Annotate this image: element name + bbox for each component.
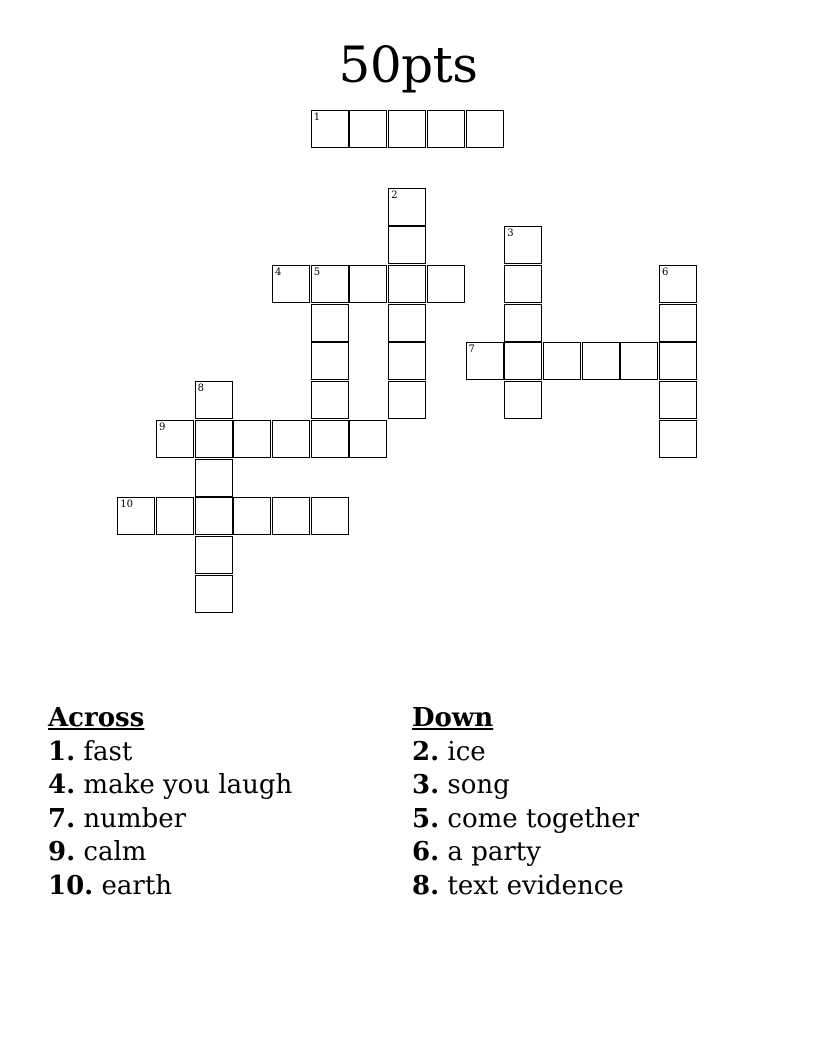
grid-cell[interactable] — [504, 304, 542, 342]
cell-number: 3 — [507, 228, 514, 240]
grid-cell[interactable] — [582, 342, 620, 380]
down-clue-3 — [412, 769, 639, 803]
grid-cell[interactable] — [504, 342, 542, 380]
clue-text: earth — [101, 870, 173, 901]
down-clue-6 — [412, 836, 639, 870]
grid-cell[interactable] — [427, 265, 465, 303]
grid-cell[interactable] — [311, 342, 349, 380]
grid-cell[interactable] — [659, 265, 697, 303]
clue-number: 9. — [48, 837, 76, 867]
clue-number: 7. — [48, 803, 76, 834]
grid-cell[interactable] — [659, 381, 697, 419]
grid-cell[interactable] — [117, 497, 155, 535]
cell-number: 4 — [275, 267, 282, 279]
clue-text: ice — [447, 736, 486, 767]
across-heading: Across — [48, 703, 145, 733]
grid-cell[interactable] — [311, 497, 349, 535]
grid-cell[interactable] — [388, 342, 426, 380]
grid-cell[interactable] — [195, 497, 233, 535]
grid-cell[interactable] — [195, 381, 233, 419]
clue-text: text evidence — [447, 870, 624, 901]
grid-cell[interactable] — [156, 420, 194, 458]
grid-cell[interactable] — [466, 342, 504, 380]
clue-number: 3. — [412, 770, 440, 800]
clue-text: make you laugh — [83, 770, 293, 800]
grid-cell[interactable] — [659, 420, 697, 458]
grid-cell[interactable] — [659, 342, 697, 380]
grid-cell[interactable] — [388, 381, 426, 419]
grid-cell[interactable] — [195, 575, 233, 613]
cell-number: 2 — [391, 189, 398, 201]
down-heading: Down — [412, 703, 494, 733]
down-clue-5 — [412, 803, 639, 837]
across-clue-9 — [48, 836, 292, 870]
grid-cell[interactable] — [388, 110, 426, 148]
across-clues — [48, 702, 292, 903]
clue-text: song — [447, 770, 510, 800]
clue-number: 10. — [48, 870, 94, 901]
grid-cell[interactable] — [195, 536, 233, 574]
across-clue-10 — [48, 870, 292, 904]
grid-cell[interactable] — [195, 459, 233, 497]
grid-cell[interactable] — [388, 188, 426, 226]
grid-cell[interactable] — [311, 110, 349, 148]
grid-cell[interactable] — [311, 381, 349, 419]
clue-number: 6. — [412, 837, 440, 867]
cell-number: 8 — [197, 383, 205, 395]
grid-cell[interactable] — [311, 304, 349, 342]
grid-cell[interactable] — [388, 265, 426, 303]
cell-number: 7 — [468, 344, 475, 356]
down-clues — [412, 702, 639, 903]
cell-number: 10 — [120, 499, 133, 511]
cell-number: 5 — [313, 267, 321, 279]
clue-text: fast — [83, 736, 133, 767]
grid-cell[interactable] — [388, 304, 426, 342]
cell-number: 9 — [158, 421, 166, 433]
grid-cell[interactable] — [195, 420, 233, 458]
grid-cell[interactable] — [349, 265, 387, 303]
grid-cell[interactable] — [620, 342, 658, 380]
grid-cell[interactable] — [272, 420, 310, 458]
grid-cell[interactable] — [233, 420, 271, 458]
grid-cell[interactable] — [233, 497, 271, 535]
grid-cell[interactable] — [504, 265, 542, 303]
grid-cell[interactable] — [156, 497, 194, 535]
grid-cell[interactable] — [659, 304, 697, 342]
grid-cell[interactable] — [349, 110, 387, 148]
clue-number: 2. — [412, 736, 440, 767]
clue-text: come together — [447, 803, 640, 834]
grid-cell[interactable] — [311, 265, 349, 303]
clue-number: 8. — [412, 870, 440, 901]
clue-number: 5. — [412, 803, 440, 834]
grid-cell[interactable] — [311, 420, 349, 458]
page-title: 50pts — [338, 36, 478, 94]
grid-cell[interactable] — [349, 420, 387, 458]
grid-cell[interactable] — [272, 497, 310, 535]
grid-cell[interactable] — [504, 381, 542, 419]
grid-cell[interactable] — [388, 226, 426, 264]
grid-cell[interactable] — [543, 342, 581, 380]
across-clue-1 — [48, 736, 292, 770]
grid-cell[interactable] — [466, 110, 504, 148]
grid-cell[interactable] — [272, 265, 310, 303]
clue-text: a party — [447, 837, 541, 867]
clue-number: 4. — [48, 770, 76, 800]
grid-cell[interactable] — [504, 226, 542, 264]
across-clue-4 — [48, 769, 292, 803]
grid-cell[interactable] — [427, 110, 465, 148]
cell-number: 1 — [313, 112, 321, 124]
cell-number: 6 — [662, 267, 669, 279]
down-clue-2 — [412, 736, 639, 770]
clue-text: calm — [83, 837, 147, 867]
across-clue-7 — [48, 803, 292, 837]
clue-text: number — [83, 803, 187, 834]
down-clue-8 — [412, 870, 639, 904]
clue-number: 1. — [48, 736, 76, 767]
